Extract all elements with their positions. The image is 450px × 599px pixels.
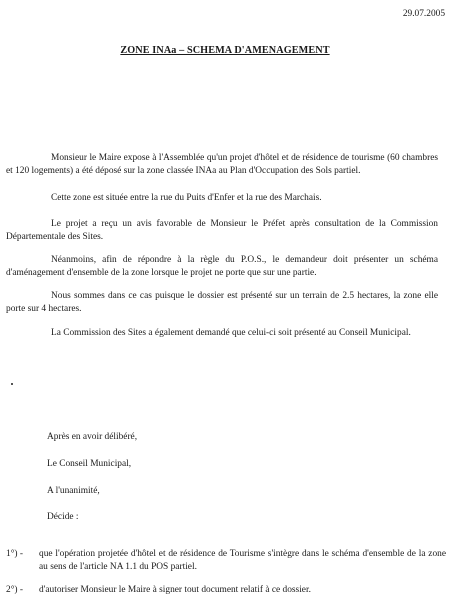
- paragraph-surface: Nous sommes dans ce cas puisque le dossier est présenté sur un terrain de 2.5 hectares, la zone elle porte sur 4 hectares.: [6, 291, 438, 314]
- document-title: ZONE INAa – SCHEMA D'AMENAGEMENT: [120, 45, 330, 56]
- paragraph-pos-rule: Néanmoins, afin de répondre à la règle du P.O.S., le demandeur doit présenter un schéma d'aménagement d'ensemble de la zone lorsque le projet ne porte que sur une partie.: [6, 255, 438, 278]
- margin-dot: [11, 383, 13, 385]
- unanimity-line: A l'unanimité,: [47, 486, 100, 496]
- council-line: Le Conseil Municipal,: [47, 459, 132, 469]
- paragraph-exposition: Monsieur le Maire expose à l'Assemblée qu'un projet d'hôtel et de résidence de tourisme (60 chambres et 120 logements) a été déposé sur la zone classée INAa au Plan d'Occupation des Sols partiel.: [6, 153, 438, 176]
- paragraph-location: Cette zone est située entre la rue du Puits d'Enfer et la rue des Marchais.: [51, 193, 322, 203]
- item-number: 1°) -: [6, 549, 24, 559]
- decides-line: Décide :: [47, 512, 79, 522]
- deliberation-line: Après en avoir délibéré,: [47, 432, 138, 442]
- item-text: d'autoriser Monsieur le Maire à signer tout document relatif à ce dossier.: [39, 585, 311, 595]
- paragraph-commission: La Commission des Sites a également demandé que celui-ci soit présenté au Conseil Municipal.: [51, 328, 411, 338]
- item-number: 2°) -: [6, 585, 24, 595]
- document-date: 29.07.2005: [402, 9, 445, 19]
- paragraph-prefect-opinion: Le projet a reçu un avis favorable de Monsieur le Préfet après consultation de la Commission Départementale des Sites.: [6, 219, 438, 242]
- item-text: que l'opération projetée d'hôtel et de résidence de Tourisme s'intègre dans le schéma d'ensemble de la zone au sens de l'article NA 1.1 du POS partiel.: [39, 549, 446, 572]
